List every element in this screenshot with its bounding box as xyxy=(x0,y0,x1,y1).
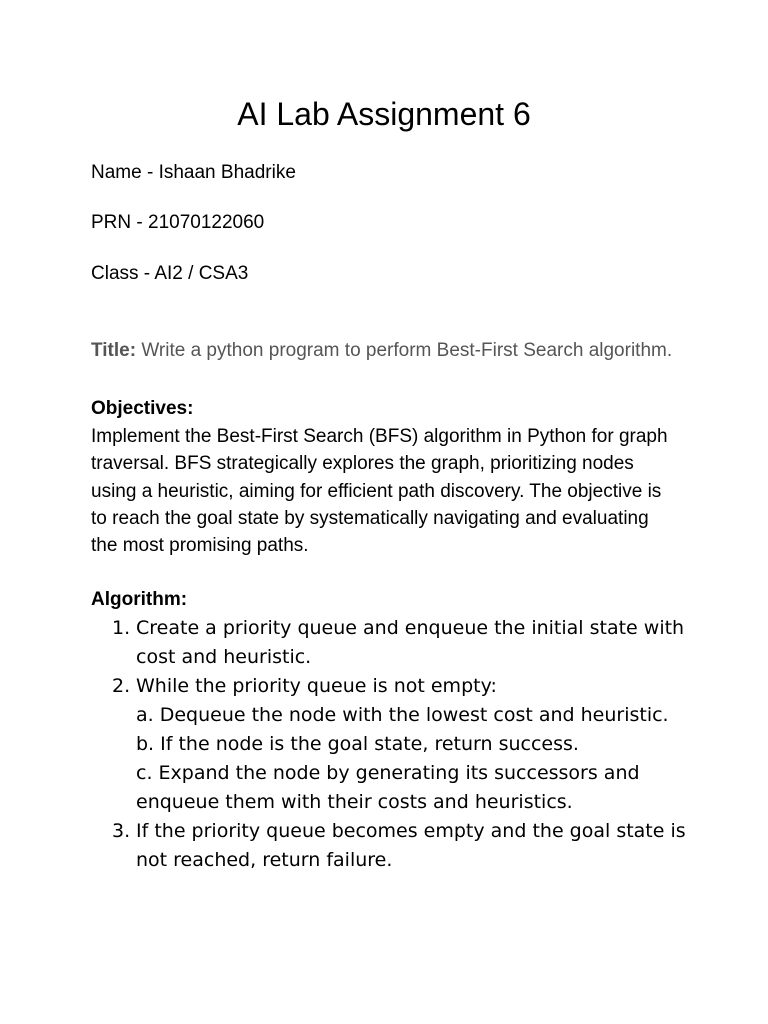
assignment-title xyxy=(91,337,681,364)
substep-text: a. Dequeue the node with the lowest cost and heuristic. xyxy=(136,704,669,726)
step-text: While the priority queue is not empty: xyxy=(136,675,497,697)
page-title: AI Lab Assignment 6 xyxy=(237,96,531,132)
step-number: 3. xyxy=(112,820,131,842)
student-prn: PRN - 21070122060 xyxy=(91,212,265,233)
objectives-text: Implement the Best-First Search (BFS) algorithm in Python for graph traversal. BFS strategically explores the graph, prioritizing nodes using a heuristic, aiming for efficient path discovery. The objective is to reach the goal state by systematically navigating and evaluating the most promising paths. xyxy=(91,426,668,557)
student-name: Name - Ishaan Bhadrike xyxy=(91,162,296,183)
algorithm-step xyxy=(91,614,691,672)
title-text: Write a python program to perform Best-First Search algorithm. xyxy=(136,340,673,361)
student-class: Class - AI2 / CSA3 xyxy=(91,263,249,284)
step-text: If the priority queue becomes empty and the goal state is not reached, return failure. xyxy=(136,820,686,871)
algorithm-step xyxy=(91,817,691,875)
algorithm-heading: Algorithm: xyxy=(91,589,188,610)
step-number: 1. xyxy=(112,617,131,639)
algorithm-list xyxy=(91,614,691,875)
objectives-heading: Objectives: xyxy=(91,398,194,419)
substep-text: b. If the node is the goal state, return success. xyxy=(136,733,579,755)
substep-text: c. Expand the node by generating its successors and enqueue them with their costs and heuristics. xyxy=(136,762,640,813)
title-label: Title: xyxy=(91,340,137,361)
algorithm-step xyxy=(91,672,691,817)
step-number: 2. xyxy=(112,675,131,697)
step-text: Create a priority queue and enqueue the initial state with cost and heuristic. xyxy=(136,617,685,668)
